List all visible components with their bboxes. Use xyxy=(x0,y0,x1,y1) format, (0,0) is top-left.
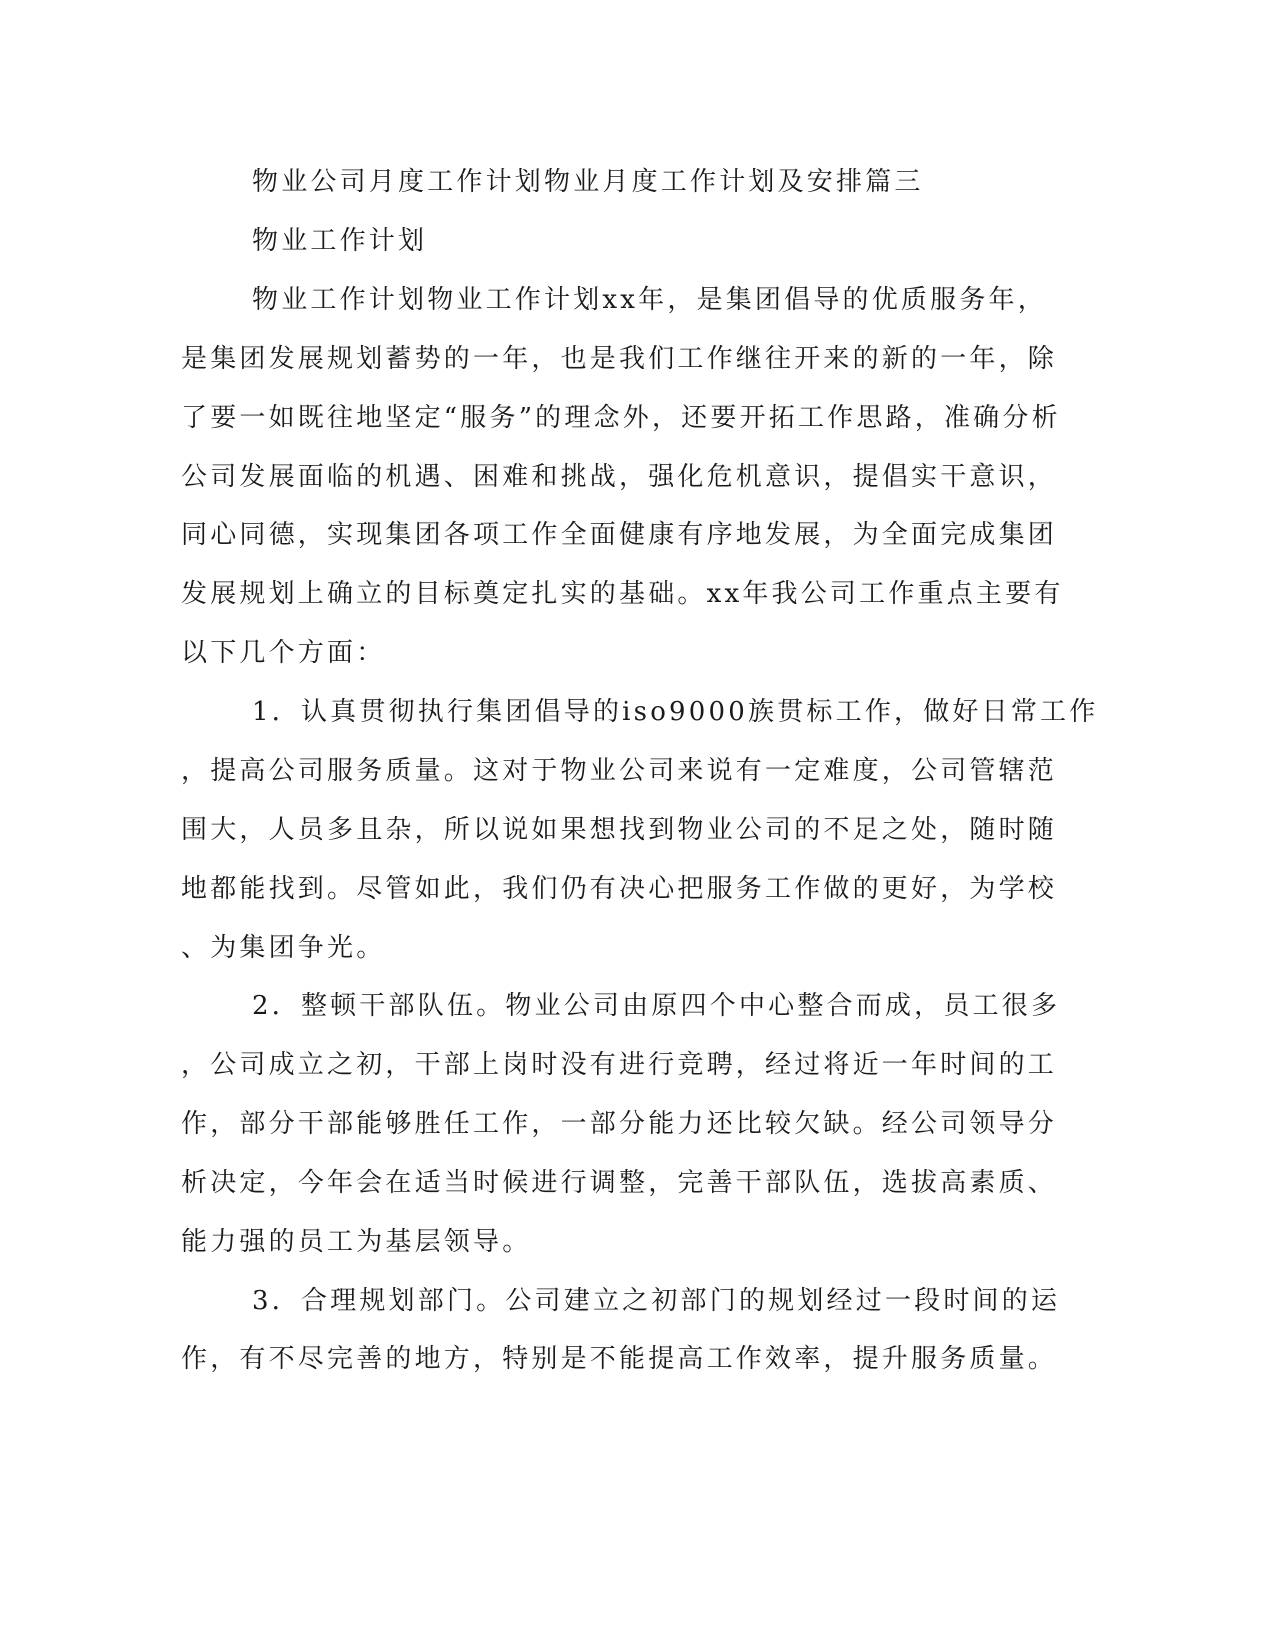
document-subtitle: 物业工作计划 xyxy=(252,226,428,256)
item-line: 能力强的员工为基层领导。 xyxy=(181,1227,532,1257)
document-title: 物业公司月度工作计划物业月度工作计划及安排篇三 xyxy=(252,167,924,197)
paragraph-line: 公司发展面临的机遇、困难和挑战，强化危机意识，提倡实干意识， xyxy=(181,462,1058,492)
paragraph-line: 发展规划上确立的目标奠定扎实的基础。xx年我公司工作重点主要有 xyxy=(181,579,1064,609)
item-line: 3．合理规划部门。公司建立之初部门的规划经过一段时间的运 xyxy=(252,1286,1061,1316)
paragraph-line: 了要一如既往地坚定“服务”的理念外，还要开拓工作思路，准确分析 xyxy=(181,403,1061,433)
paragraph-line: 同心同德，实现集团各项工作全面健康有序地发展，为全面完成集团 xyxy=(181,520,1058,550)
item-line: 作，部分干部能够胜任工作，一部分能力还比较欠缺。经公司领导分 xyxy=(181,1109,1058,1139)
item-line: 2．整顿干部队伍。物业公司由原四个中心整合而成，员工很多 xyxy=(252,991,1061,1021)
item-line: 围大，人员多且杂，所以说如果想找到物业公司的不足之处，随时随 xyxy=(181,815,1058,845)
item-line: 、为集团争光。 xyxy=(181,933,386,963)
item-line: ，公司成立之初，干部上岗时没有进行竞聘，经过将近一年时间的工 xyxy=(181,1050,1058,1080)
paragraph-line: 是集团发展规划蓄势的一年，也是我们工作继往开来的新的一年，除 xyxy=(181,344,1058,374)
item-line: 析决定，今年会在适当时候进行调整，完善干部队伍，选拔高素质、 xyxy=(181,1168,1058,1198)
item-line: ，提高公司服务质量。这对于物业公司来说有一定难度，公司管辖范 xyxy=(181,756,1058,786)
item-line: 1．认真贯彻执行集团倡导的iso9000族贯标工作，做好日常工作 xyxy=(252,697,1099,727)
item-line: 作，有不尽完善的地方，特别是不能提高工作效率，提升服务质量。 xyxy=(181,1344,1058,1374)
item-line: 地都能找到。尽管如此，我们仍有决心把服务工作做的更好，为学校 xyxy=(181,874,1058,904)
paragraph-line: 物业工作计划物业工作计划xx年，是集团倡导的优质服务年， xyxy=(252,285,1047,315)
paragraph-line: 以下几个方面： xyxy=(181,638,386,668)
